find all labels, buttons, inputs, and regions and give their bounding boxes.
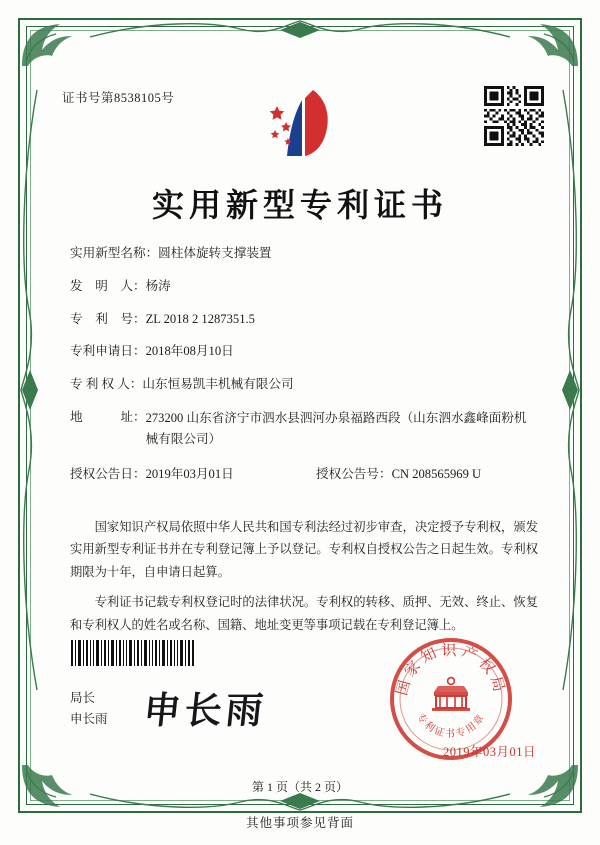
address-label: 地 址： [70, 409, 146, 424]
qr-code-icon [484, 86, 544, 146]
field-grant-row [70, 465, 538, 483]
utility-model-name-value: 圆柱体旋转支撑装置 [158, 246, 272, 260]
field-list [70, 244, 538, 498]
application-date-value: 2018年08月10日 [145, 344, 234, 359]
address-value: 273200 山东省济宁市泗水县泗河办泉福路西段（山东泗水鑫峰面粉机械有限公司） [145, 410, 527, 447]
seal-date: 2019年03月01日 [442, 745, 536, 759]
field-utility-model-name [70, 244, 538, 262]
field-inventor [70, 277, 538, 295]
signature-labels [70, 688, 108, 729]
page-number: 第 1 页（共 2 页） [251, 780, 348, 794]
cnipa-logo-icon [255, 84, 345, 162]
field-grant-date [70, 465, 316, 483]
field-patent-number [70, 310, 538, 328]
legal-paragraphs [70, 516, 538, 644]
grant-date-label: 授权公告日： [70, 467, 146, 482]
field-patentee [70, 375, 538, 393]
director-title-label: 局长 [70, 691, 96, 705]
svg-text:专利证书专用章: 专利证书专用章 [414, 711, 488, 740]
handwritten-signature: 申长雨 [141, 688, 269, 732]
patentee-label: 专 利 权 人： [70, 377, 143, 391]
application-date-label: 专利申请日： [70, 344, 146, 359]
paragraph-1: 国家知识产权局依照中华人民共和国专利法经过初步审查，决定授予专利权，颁发实用新型专利证书并在专利登记簿上予以登记。专利权自授权公告之日起生效。专利权期限为十年，自申请日起算。 [70, 520, 538, 579]
field-application-date [70, 342, 538, 360]
paragraph-2: 专利证书记载专利权登记时的法律状况。专利权的转移、质押、无效、终止、恢复和专利权人的姓名或名称、国籍、地址变更等事项记载在专利登记簿上。 [70, 595, 538, 632]
patentee-value: 山东恒易凯丰机械有限公司 [142, 377, 294, 391]
utility-model-name-label: 实用新型名称： [70, 246, 159, 260]
certificate-number: 证书号第8538105号 [62, 91, 175, 105]
patent-number-label: 专 利 号： [70, 311, 146, 326]
inventor-label: 发 明 人： [70, 278, 146, 293]
footer-note: 其他事项参见背面 [245, 816, 354, 830]
corner-ornament-icon [20, 20, 82, 68]
grant-number-label: 授权公告号： [316, 467, 392, 482]
corner-ornament-icon [518, 20, 580, 68]
field-grant-number [316, 465, 538, 483]
patent-number-value: ZL 2018 2 1287351.5 [145, 311, 255, 326]
grant-date-value: 2019年03月01日 [145, 467, 234, 482]
inventor-value: 杨涛 [145, 278, 171, 293]
barcode-icon [70, 640, 196, 666]
page-title: 实用新型专利证书 [151, 186, 448, 224]
grant-number-value: CN 208565969 U [391, 467, 482, 482]
svg-text:国家知识产权局: 国家知识产权局 [392, 641, 510, 698]
top-edge-ornament-icon [90, 19, 510, 41]
field-address [70, 408, 538, 451]
director-name-label: 申长雨 [70, 711, 108, 726]
